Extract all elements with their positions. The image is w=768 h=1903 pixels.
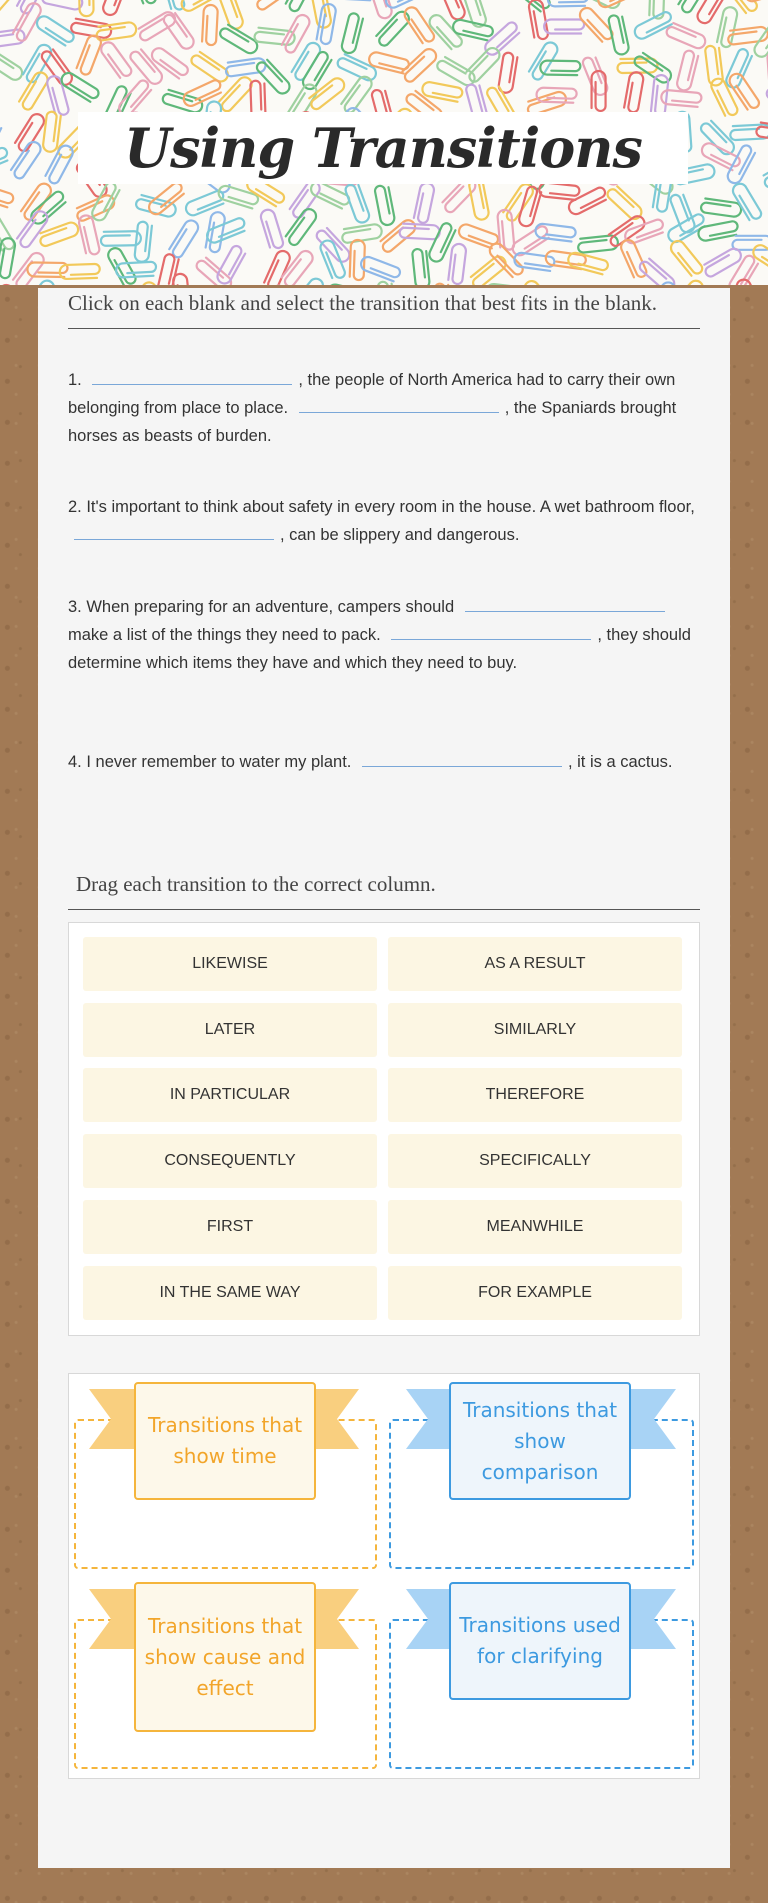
chip-later[interactable]: LATER bbox=[83, 1003, 377, 1057]
paperclip-shape bbox=[42, 0, 84, 11]
paperclip-shape bbox=[539, 182, 580, 200]
paperclip-shape bbox=[733, 236, 768, 250]
paperclip-shape bbox=[702, 246, 744, 278]
column-label-comparison: Transitions that show comparison bbox=[449, 1382, 631, 1500]
question-1 bbox=[68, 366, 708, 450]
section2-instruction: Drag each transition to the correct column. bbox=[68, 871, 700, 910]
question-4-text-a: 4. I never remember to water my plant. bbox=[68, 753, 352, 771]
paperclip-shape bbox=[668, 238, 704, 278]
chip-in-the-same-way[interactable]: IN THE SAME WAY bbox=[83, 1266, 377, 1320]
chip-for-example[interactable]: FOR EXAMPLE bbox=[388, 1266, 682, 1320]
paperclip-shape bbox=[0, 282, 16, 285]
blank-1b[interactable] bbox=[299, 395, 499, 413]
paperclip-shape bbox=[608, 14, 630, 56]
blank-2[interactable] bbox=[74, 522, 274, 540]
paperclip-shape bbox=[724, 48, 753, 90]
paperclip-shape bbox=[16, 0, 47, 15]
paperclip-shape bbox=[162, 89, 204, 114]
paperclip-shape bbox=[697, 220, 739, 241]
paperclip-shape bbox=[624, 71, 645, 113]
chip-likewise[interactable]: LIKEWISE bbox=[83, 937, 377, 991]
paperclip-shape bbox=[716, 6, 738, 48]
chip-in-particular[interactable]: IN PARTICULAR bbox=[83, 1068, 377, 1122]
paperclip-shape bbox=[727, 71, 761, 112]
paperclip-shape bbox=[709, 76, 739, 118]
paperclip-shape bbox=[498, 52, 518, 94]
paperclip-shape bbox=[761, 157, 768, 189]
paperclip-shape bbox=[368, 0, 394, 20]
paperclip-shape bbox=[676, 50, 699, 92]
paperclip-shape bbox=[0, 49, 25, 83]
paperclip-shape bbox=[202, 5, 218, 46]
paperclip-shape bbox=[9, 139, 43, 180]
paperclip-shape bbox=[374, 184, 395, 226]
paperclip-shape bbox=[619, 238, 648, 280]
paperclip-shape bbox=[469, 254, 509, 285]
paperclip-shape bbox=[518, 185, 542, 227]
column-label-cause-effect: Transitions that show cause and effect bbox=[134, 1582, 316, 1732]
paperclip-shape bbox=[468, 179, 489, 221]
paperclip-shape bbox=[189, 50, 230, 84]
chip-meanwhile[interactable]: MEANWHILE bbox=[388, 1200, 682, 1254]
paperclip-shape bbox=[168, 218, 201, 259]
paperclip-shape bbox=[13, 112, 46, 153]
paperclip-shape bbox=[412, 248, 430, 285]
paperclip-shape bbox=[448, 243, 467, 284]
paperclip-shape bbox=[162, 11, 196, 52]
question-4 bbox=[68, 748, 708, 776]
question-2 bbox=[68, 493, 708, 549]
paperclip-shape bbox=[0, 212, 16, 253]
paperclip-shape bbox=[665, 22, 707, 51]
paperclip-shape bbox=[427, 222, 457, 264]
question-3-text-c: , they should determine which items they have and which they need to buy. bbox=[68, 626, 691, 672]
paperclip-shape bbox=[536, 87, 576, 102]
paperclip-shape bbox=[12, 1, 44, 43]
paperclip-shape bbox=[486, 283, 527, 285]
paperclip-shape bbox=[284, 0, 315, 13]
paperclip-shape bbox=[98, 40, 133, 81]
paperclip-shape bbox=[528, 0, 549, 41]
paperclip-shape bbox=[263, 249, 292, 285]
paperclip-shape bbox=[510, 224, 551, 258]
chip-therefore[interactable]: THEREFORE bbox=[388, 1068, 682, 1122]
paperclip-shape bbox=[129, 0, 157, 6]
paperclip-shape bbox=[374, 9, 412, 48]
paperclip-shape bbox=[40, 47, 75, 88]
column-label-clarifying: Transitions used for clarifying bbox=[449, 1582, 631, 1700]
paperclip-shape bbox=[522, 278, 559, 285]
paperclip-shape bbox=[336, 53, 378, 83]
paperclip-shape bbox=[134, 221, 152, 262]
chip-similarly[interactable]: SIMILARLY bbox=[388, 1003, 682, 1057]
question-3-text-a: 3. When preparing for an adventure, campers should bbox=[68, 598, 455, 616]
header-banner bbox=[0, 0, 768, 285]
paperclip-shape bbox=[548, 0, 588, 6]
paperclip-shape bbox=[246, 283, 288, 285]
paperclip-shape bbox=[101, 0, 128, 17]
column-label-time: Transitions that show time bbox=[134, 1382, 316, 1500]
paperclip-shape bbox=[0, 146, 10, 175]
question-1-text-a: , the people of North America had to carry their own belonging from place to place. bbox=[68, 371, 676, 417]
chip-specifically[interactable]: SPECIFICALLY bbox=[388, 1134, 682, 1188]
paperclip-shape bbox=[544, 19, 584, 33]
paperclip-shape bbox=[413, 182, 435, 224]
paperclip-shape bbox=[288, 179, 322, 220]
paperclip-shape bbox=[316, 3, 337, 45]
title-band bbox=[78, 112, 688, 184]
blank-1a[interactable] bbox=[92, 367, 292, 385]
paperclip-shape bbox=[340, 12, 363, 54]
paperclip-shape bbox=[700, 198, 742, 217]
question-3-text-b: make a list of the things they need to pack. bbox=[68, 626, 381, 644]
paperclip-shape bbox=[284, 206, 319, 247]
paperclip-shape bbox=[0, 183, 14, 209]
category-columns bbox=[68, 1373, 700, 1779]
worksheet bbox=[38, 288, 730, 1868]
question-2-text-b: , can be slippery and dangerous. bbox=[280, 526, 520, 544]
paperclip-shape bbox=[378, 217, 418, 253]
blank-4[interactable] bbox=[362, 749, 562, 767]
paperclip-shape bbox=[0, 119, 3, 161]
blank-3a[interactable] bbox=[465, 594, 665, 612]
paperclip-shape bbox=[567, 186, 609, 217]
paperclip-shape bbox=[638, 257, 677, 285]
paperclip-shape bbox=[307, 75, 347, 111]
blank-3b[interactable] bbox=[391, 622, 591, 640]
paperclip-shape bbox=[280, 248, 316, 285]
paperclip-shape bbox=[42, 111, 61, 152]
chip-first[interactable]: FIRST bbox=[83, 1200, 377, 1254]
paperclip-shape bbox=[106, 246, 138, 285]
paperclip-shape bbox=[400, 46, 439, 84]
question-4-text-b: , it is a cactus. bbox=[567, 753, 673, 771]
paperclip-shape bbox=[34, 14, 75, 48]
transition-chip-bank bbox=[68, 922, 700, 1336]
chip-consequently[interactable]: CONSEQUENTLY bbox=[83, 1134, 377, 1188]
page-title: Using Transitions bbox=[124, 116, 642, 180]
chip-as-a-result[interactable]: AS A RESULT bbox=[388, 937, 682, 991]
paperclip-shape bbox=[452, 18, 494, 41]
question-2-text-a: 2. It's important to think about safety in every room in the house. A wet bathroom floor, bbox=[68, 498, 695, 516]
section1-instruction: Click on each blank and select the transition that best fits in the blank. bbox=[68, 290, 700, 329]
paperclip-shape bbox=[259, 208, 284, 250]
paperclip-shape bbox=[149, 45, 190, 80]
paperclip-shape bbox=[173, 273, 191, 285]
paperclip-shape bbox=[327, 283, 369, 285]
paperclip-shape bbox=[11, 250, 46, 285]
question-1-text-b: , the Spaniards brought horses as beasts of burden. bbox=[68, 399, 677, 445]
question-3 bbox=[68, 593, 708, 677]
paperclip-shape bbox=[464, 45, 502, 83]
paperclip-shape bbox=[399, 223, 440, 239]
question-1-number: 1. bbox=[68, 371, 82, 389]
paperclip-shape bbox=[195, 256, 234, 285]
paperclip-shape bbox=[700, 141, 742, 172]
